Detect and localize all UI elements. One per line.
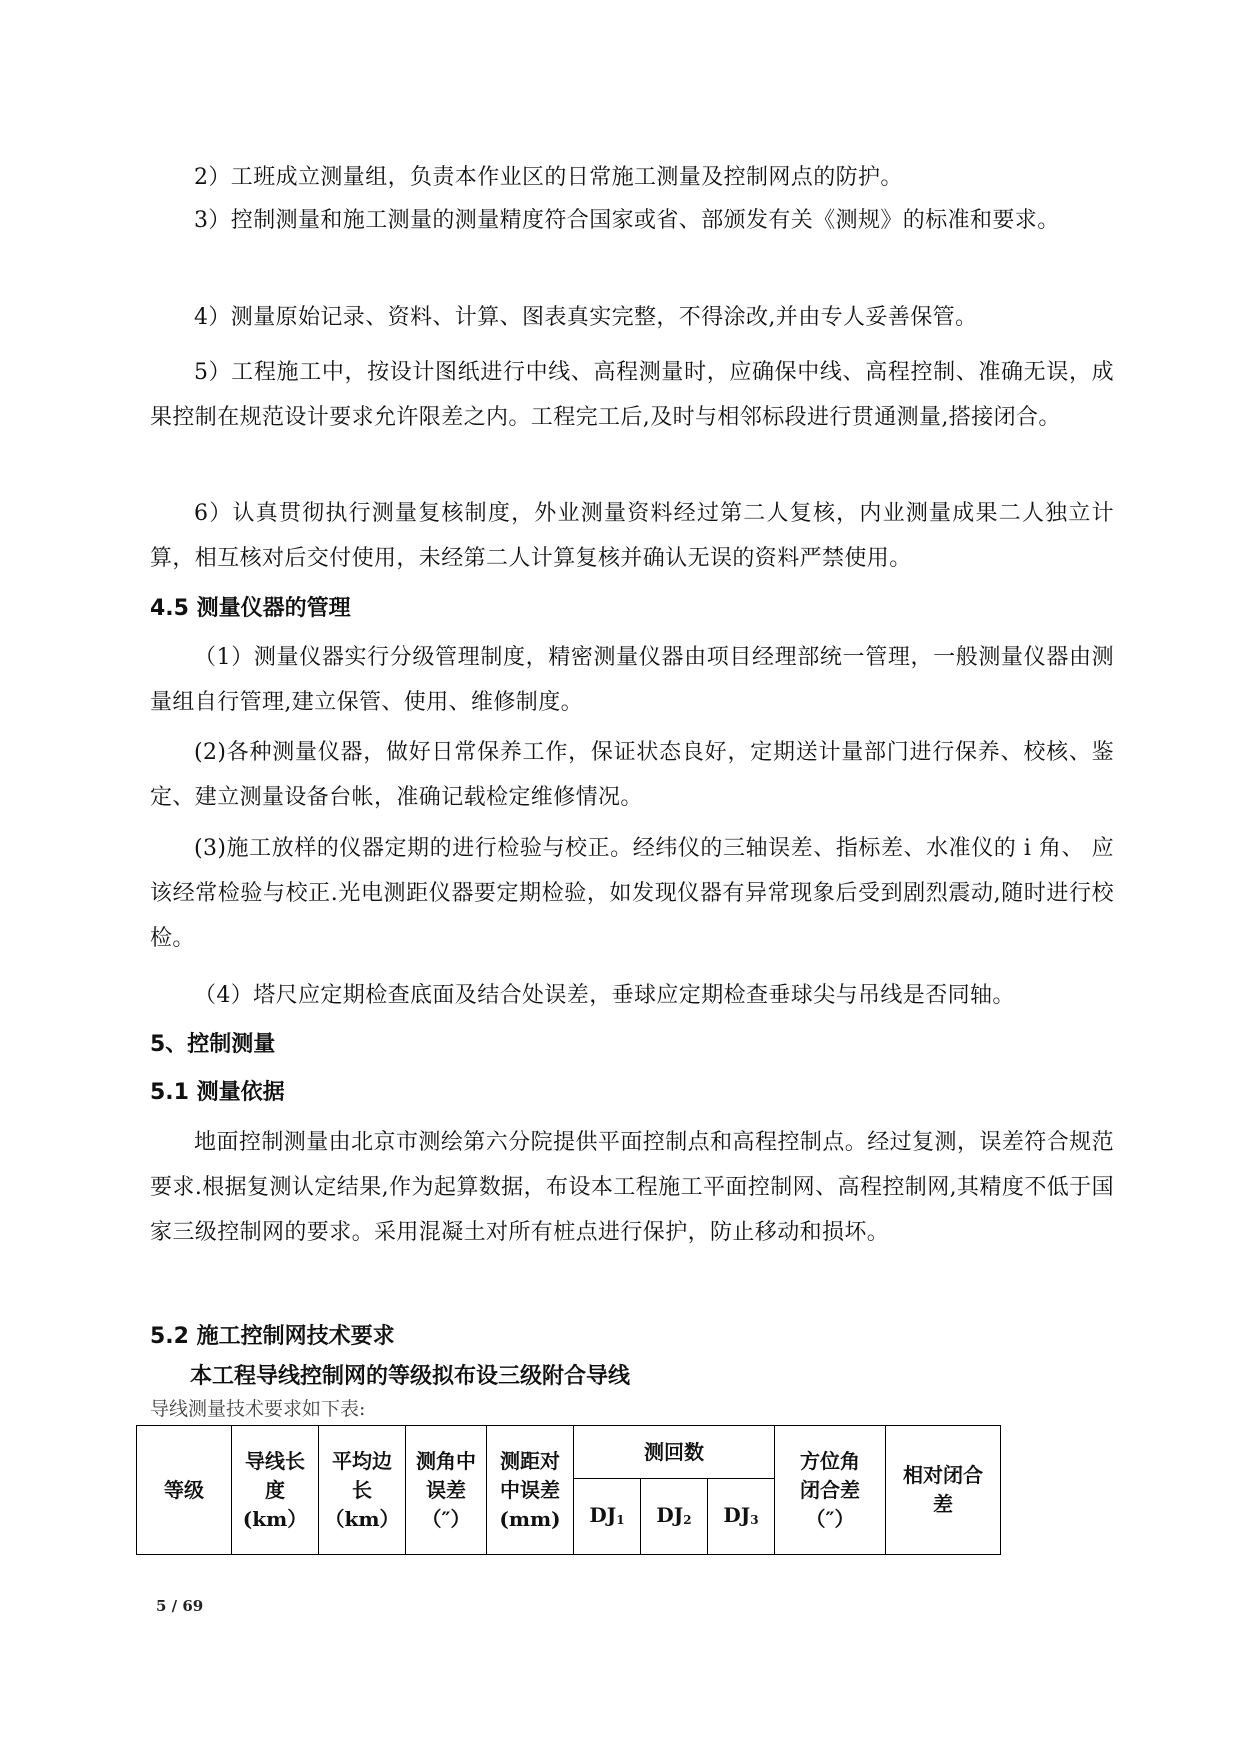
header-dj1: $DJ_1$ (574, 1479, 641, 1555)
paragraph: (2)各种测量仪器，做好日常保养工作，保证状态良好，定期送计量部门进行保养、校核、鉴定、建立测量设备台帐，准确记载检定维修情况。 (150, 740, 1114, 810)
header-length: 导线长 度 (km） (232, 1426, 319, 1555)
survey-spec-table (136, 1425, 1001, 1555)
paragraph: （1）测量仪器实行分级管理制度，精密测量仪器由项目经理部统一管理，一般测量仪器由测量组自行管理,建立保管、使用、维修制度。 (150, 645, 1114, 715)
header-relative-closure: 相对闭合 差 (886, 1426, 1001, 1555)
paragraph: 5）工程施工中，按设计图纸进行中线、高程测量时，应确保中线、高程控制、准确无误，成果控制在规范设计要求允许限差之内。工程完工后,及时与相邻标段进行贯通测量,搭接闭合。 (150, 360, 1114, 430)
header-angle-error: 测角中 误差 （″） (406, 1426, 487, 1555)
table-caption: 导线测量技术要求如下表: (150, 1398, 366, 1420)
page-number: 5 / 69 (156, 1597, 204, 1615)
paragraph: 地面控制测量由北京市测绘第六分院提供平面控制点和高程控制点。经过复测，误差符合规范要求.根据复测认定结果,作为起算数据，布设本工程施工平面控制网、高程控制网,其精度不低于国家三级控制网的要求。采用混凝土对所有桩点进行保护，防止移动和损坏。 (150, 1130, 1114, 1245)
paragraph: （4）塔尺应定期检查底面及结合处误差，垂球应定期检查垂球尖与吊线是否同轴。 (194, 983, 1015, 1008)
header-avg-side: 平均边 长 （km） (319, 1426, 406, 1555)
header-azimuth: 方位角 闭合差 （″） (775, 1426, 886, 1555)
paragraph: 3）控制测量和施工测量的测量精度符合国家或省、部颁发有关《测规》的标准和要求。 (194, 208, 1060, 233)
header-distance-error: 测距对 中误差 (mm) (487, 1426, 574, 1555)
header-grade: 等级 (137, 1426, 232, 1555)
header-rounds: 测回数 (574, 1426, 775, 1479)
section-heading: 5、控制测量 (150, 1032, 276, 1057)
section-heading: 5.2 施工控制网技术要求 (150, 1324, 395, 1349)
paragraph: 2）工班成立测量组，负责本作业区的日常施工测量及控制网点的防护。 (194, 165, 903, 190)
paragraph: 6）认真贯彻执行测量复核制度，外业测量资料经过第二人复核，内业测量成果二人独立计算，相互核对后交付使用，未经第二人计算复核并确认无误的资料严禁使用。 (150, 501, 1114, 571)
paragraph: (3)施工放样的仪器定期的进行检验与校正。经纬仪的三轴误差、指标差、水准仪的 i 角、 应该经常检验与校正.光电测距仪器要定期检验，如发现仪器有异常现象后受到剧烈震动,随时进行校检。 (150, 836, 1114, 951)
section-heading: 5.1 测量依据 (150, 1080, 285, 1105)
header-dj3: $DJ_3$ (708, 1479, 775, 1555)
section-heading: 4.5 测量仪器的管理 (150, 596, 351, 621)
table-subtitle: 本工程导线控制网的等级拟布设三级附合导线 (190, 1364, 631, 1389)
paragraph: 4）测量原始记录、资料、计算、图表真实完整，不得涂改,并由专人妥善保管。 (194, 305, 978, 330)
header-dj2: $DJ_2$ (641, 1479, 708, 1555)
